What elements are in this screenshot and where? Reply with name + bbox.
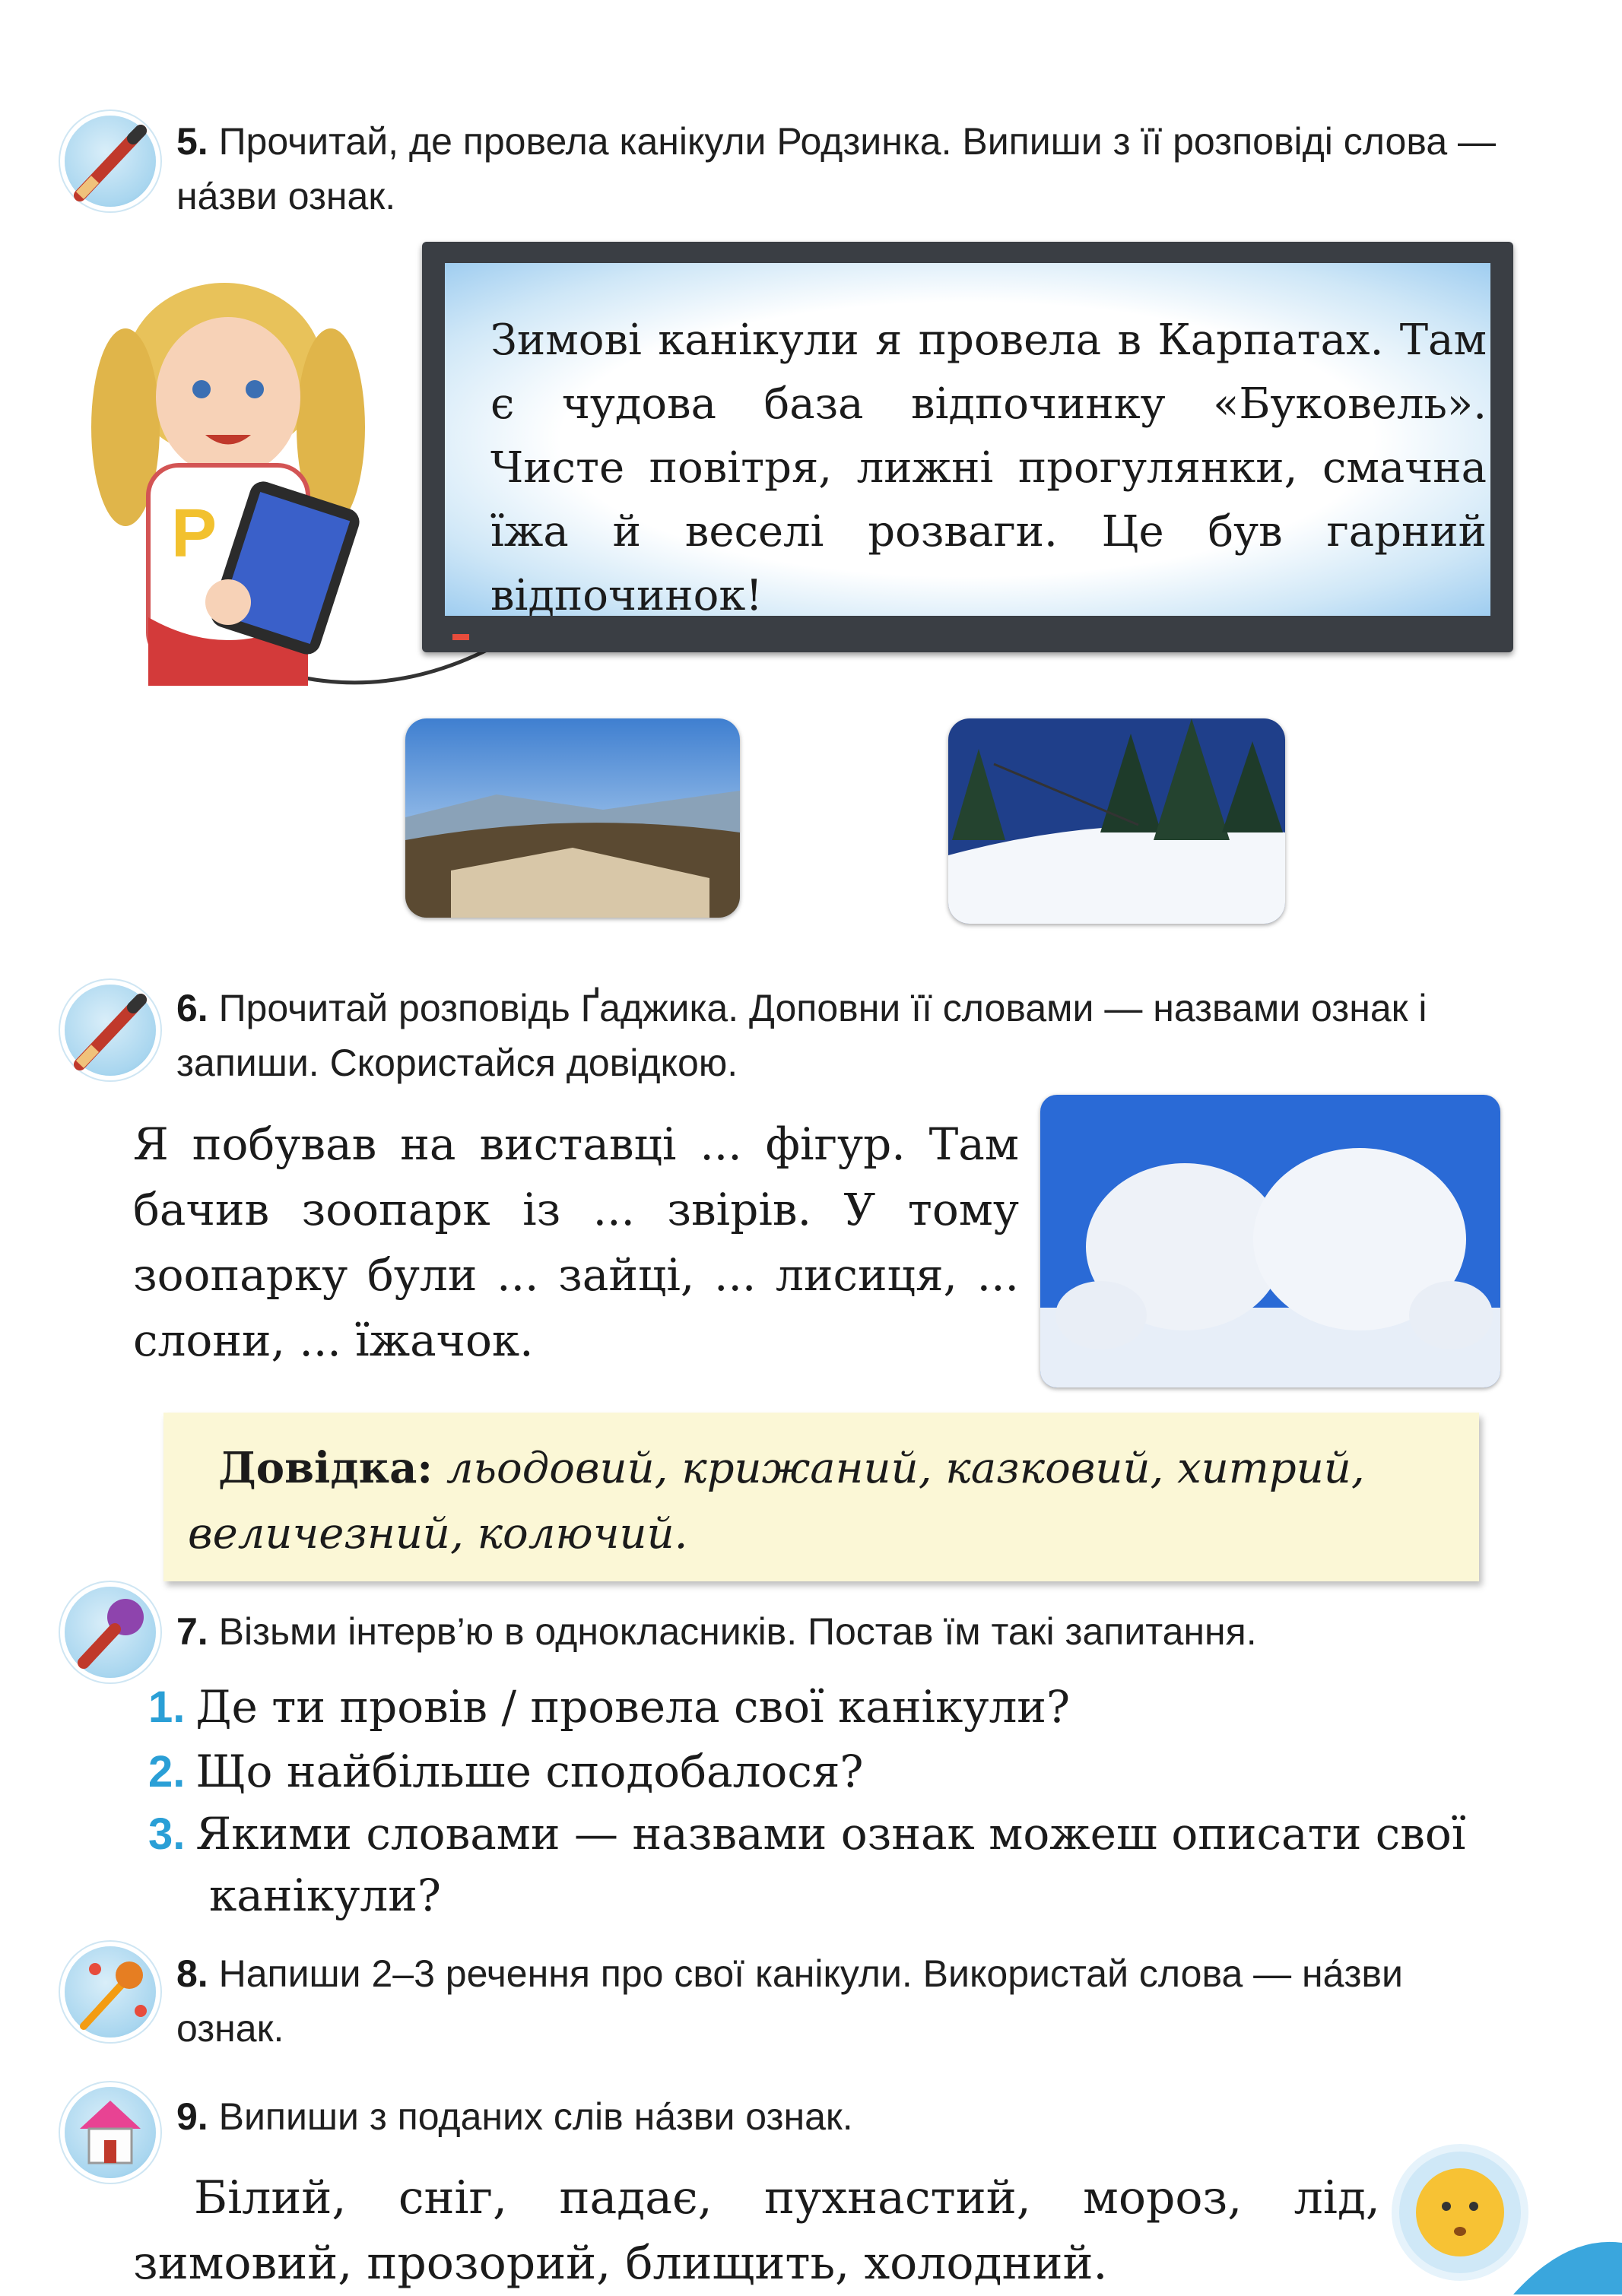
photo-ice-sculptures: [1040, 1095, 1500, 1387]
question-3-text: Якими словами — назвами ознак можеш описати свої канікули?: [195, 1808, 1466, 1921]
tv-display: [445, 263, 1490, 620]
task-8-instruction: [176, 1946, 1500, 2056]
pen-icon-badge-6: [65, 985, 156, 1076]
question-3: [148, 1803, 1563, 1926]
magic-wand-icon-badge: [65, 1946, 156, 2038]
microphone-icon-badge: [65, 1587, 156, 1678]
reference-box: [163, 1413, 1479, 1581]
pen-icon: [65, 116, 156, 207]
question-1-number: 1.: [148, 1682, 186, 1732]
question-2-text: Що найбільше сподобалося?: [195, 1746, 864, 1797]
reference-words: льодовий, крижаний, казковий, хитрий, величезний, колючий.: [188, 1444, 1365, 1559]
task-7-text: Візьми інтерв’ю в однокласників. Постав їм такі запитання.: [218, 1610, 1257, 1653]
question-1: [148, 1676, 1070, 1738]
task-9-words: Білий, сніг, падає, пухнастий, мороз, лід, зимовий, прозорий, блищить, холодний.: [133, 2171, 1380, 2290]
task-6-instruction: [176, 981, 1500, 1090]
task-6-number: 6.: [176, 987, 208, 1029]
corner-swoosh: [1513, 2220, 1622, 2294]
question-2-number: 2.: [148, 1747, 186, 1797]
task-8-text: Напиши 2–3 речення про свої канікули. Використай слова — на́зви ознак.: [176, 1952, 1403, 2050]
pen-icon: [65, 985, 156, 1076]
tv-story-text: Зимові канікули я провела в Карпатах. Там є чудова база відпочинку «Буковель». Чисте повітря, лижні прогулянки, смачна їжа й веселі розваги. Це був гарний відпочинок!: [490, 316, 1487, 620]
tv-screen-frame: [422, 242, 1513, 652]
house-icon-badge: [65, 2087, 156, 2178]
task-5-text: Прочитай, де провела канікули Родзинка. Випиши з її розповіді слова — на́зви ознак.: [176, 120, 1497, 217]
task-9-instruction: [176, 2089, 1500, 2144]
reference-text: [188, 1435, 1456, 1567]
task-9-text: Випиши з поданих слів на́зви ознак.: [218, 2095, 853, 2138]
magic-wand-icon: [65, 1946, 156, 2038]
question-1-text: Де ти провів / провела свої канікули?: [195, 1681, 1071, 1733]
tv-power-light: [452, 634, 469, 640]
house-icon: [65, 2087, 156, 2178]
smiley-mascot-icon: [1399, 2152, 1521, 2273]
task-7-instruction: [176, 1604, 1500, 1659]
reference-label: Довідка:: [218, 1443, 433, 1493]
question-3-number: 3.: [148, 1809, 186, 1859]
microphone-icon: [65, 1587, 156, 1678]
tablet-letter: P: [171, 496, 217, 572]
task-6-text: Прочитай розповідь Ґаджика. Доповни її словами — назвами ознак і запиши. Скористайся довідкою.: [176, 987, 1427, 1084]
photo-carpathian-village: [405, 718, 740, 918]
question-2: [148, 1741, 864, 1803]
task-7-number: 7.: [176, 1610, 208, 1653]
photo-ski-slope: [948, 718, 1285, 924]
task-6-story: Я побував на виставці ... фігур. Там бачив зоопарк із ... звірів. У тому зоопарку були ... зайці, ... лисиця, ... слони, ... їжачок.: [133, 1118, 1019, 1366]
task-9-number: 9.: [176, 2095, 208, 2138]
task-5-number: 5.: [176, 120, 208, 163]
task-8-number: 8.: [176, 1952, 208, 1995]
pen-icon-badge: [65, 116, 156, 207]
task-5-instruction: [176, 114, 1500, 224]
